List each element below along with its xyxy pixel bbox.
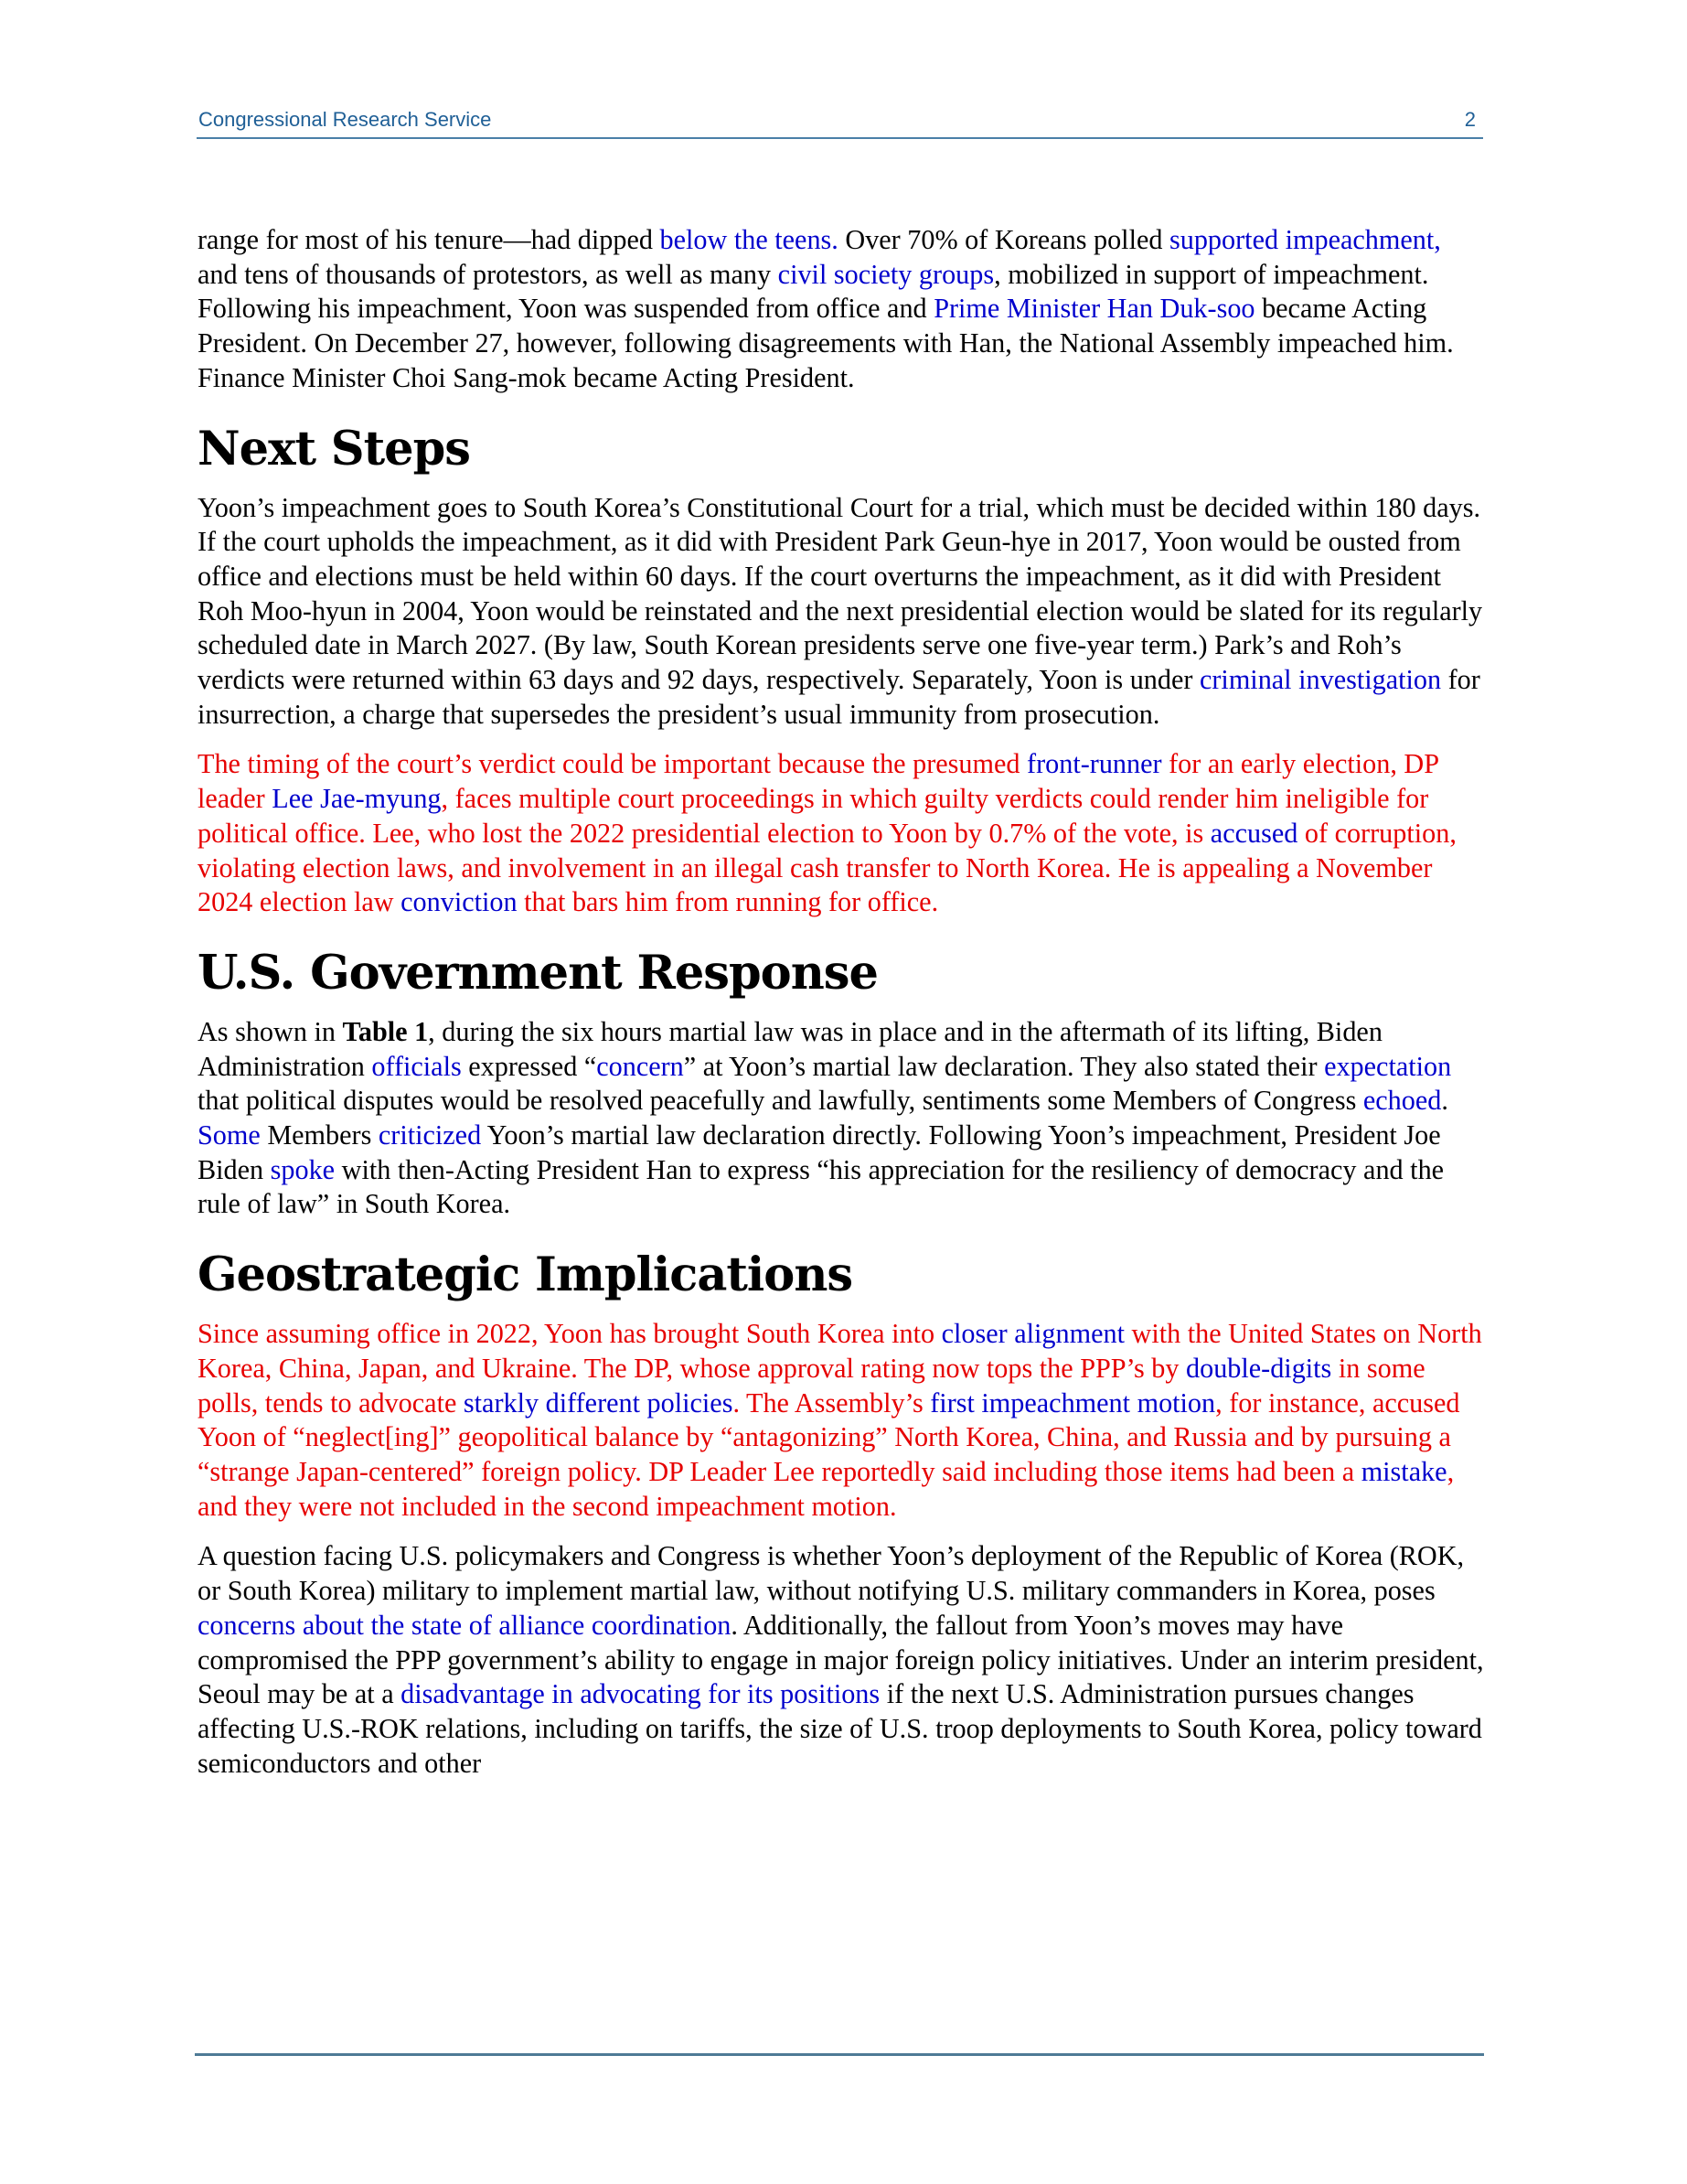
text-run: , for instance, accused Yoon of “neglect[ing]” geopolitical balance by “antagonizing” North Korea, China, and Russia and by pursuing a “strange Japan-centered” foreign policy. DP Leader Lee reportedly said including those items had been a (198, 1386, 1460, 1487)
link-double-digits[interactable]: double-digits (1186, 1352, 1332, 1384)
link-mistake[interactable]: mistake (1361, 1455, 1447, 1487)
text-run: Over 70% of Koreans polled (838, 224, 1169, 255)
text-run: became Acting President. On December 27, however, following disagreements with Han, the National Assembly impeached him. Finance Minister Choi Sang-mok became Acting President. (198, 293, 1454, 393)
link-expectation[interactable]: expectation (1324, 1050, 1452, 1082)
link-criminal-investigation[interactable]: criminal investigation (1199, 664, 1442, 696)
text-run: for an early election, DP leader (198, 748, 1438, 815)
geostrategic-paragraph-1 (198, 1317, 1487, 1524)
link-civil-society-groups[interactable]: civil society groups (777, 258, 995, 290)
link-supported-impeachment[interactable]: supported impeachment, (1169, 224, 1441, 255)
link-criticized[interactable]: criticized (378, 1119, 482, 1151)
text-run: and tens of thousands of protestors, as well as many (198, 258, 778, 290)
document-body (198, 223, 1487, 1796)
page-header (197, 106, 1483, 139)
link-officials[interactable]: officials (371, 1050, 462, 1082)
next-steps-paragraph-1 (198, 491, 1487, 733)
link-conviction[interactable]: conviction (400, 886, 518, 918)
intro-paragraph (198, 223, 1487, 396)
text-run: , faces multiple court proceedings in which guilty verdicts could render him ineligible for political office. Lee, who lost the 2022 presidential election to Yoon by 0.7% of the vote, is (198, 783, 1429, 849)
link-concern[interactable]: concern (596, 1050, 684, 1082)
link-closer-alignment[interactable]: closer alignment (941, 1318, 1125, 1350)
us-response-paragraph (198, 1015, 1487, 1222)
text-run: Since assuming office in 2022, Yoon has brought South Korea into (198, 1318, 942, 1350)
text-run: As shown in (198, 1015, 343, 1047)
text-run: for insurrection, a charge that supersedes the president’s usual immunity from prosecution. (198, 664, 1480, 730)
link-some[interactable]: Some (198, 1119, 261, 1151)
link-spoke[interactable]: spoke (270, 1153, 336, 1185)
text-run: ” at Yoon’s martial law declaration. They also stated their (683, 1050, 1325, 1082)
text-run: expressed “ (461, 1050, 597, 1082)
heading-next-steps: Next Steps (198, 421, 470, 476)
table-reference: Table 1 (342, 1015, 429, 1047)
text-run: with then-Acting President Han to express “his appreciation for the resiliency of democracy and the rule of law” in South Korea. (198, 1153, 1445, 1220)
link-below-the-teens[interactable]: below the teens. (659, 224, 838, 255)
link-front-runner[interactable]: front-runner (1027, 748, 1162, 780)
link-echoed[interactable]: echoed (1362, 1085, 1442, 1117)
text-run: that political disputes would be resolved peacefully and lawfully, sentiments some Members of Congress (198, 1085, 1363, 1117)
next-steps-paragraph-2 (198, 747, 1487, 920)
text-run: , and they were not included in the second impeachment motion. (198, 1455, 1455, 1522)
footer-divider (195, 2053, 1484, 2056)
text-run: . Additionally, the fallout from Yoon’s moves may have compromised the PPP government’s ability to engage in major foreign policy initiatives. Under an interim president, Seoul may be at a (198, 1609, 1484, 1710)
text-run: Members (260, 1119, 379, 1151)
text-run: The timing of the court’s verdict could be important because the presumed (198, 748, 1028, 780)
header-org-name: Congressional Research Service (198, 108, 492, 131)
geostrategic-paragraph-2 (198, 1539, 1487, 1781)
text-run: . The Assembly’s (732, 1386, 931, 1419)
text-run: Yoon’s martial law declaration directly. Following Yoon’s impeachment, President Joe Biden (198, 1119, 1441, 1185)
text-run: that bars him from running for office. (517, 886, 939, 918)
text-run: A question facing U.S. policymakers and Congress is whether Yoon’s deployment of the Republic of Korea (ROK, or South Korea) military to implement martial law, without notifying U.S. military commanders in Korea, poses (198, 1540, 1465, 1607)
text-run: Yoon’s impeachment goes to South Korea’s Constitutional Court for a trial, which must be decided within 180 days. If the court upholds the impeachment, as it did with President Park Geun-hye in 2017, Yoon would be ousted from office and elections must be held within 60 days. If the court overturns the impeachment, as it did with President Roh Moo-hyun in 2004, Yoon would be reinstated and the next presidential election would be slated for its regularly scheduled date in March 2027. (By law, South Korean presidents serve one five-year term.) Park’s and Roh’s verdicts were returned within 63 days and 92 days, respectively. Separately, Yoon is under (198, 491, 1483, 696)
text-run: , during the six hours martial law was in place and in the aftermath of its lifting, Biden Administration (198, 1015, 1383, 1082)
link-starkly-different-policies[interactable]: starkly different policies (463, 1386, 733, 1419)
heading-geostrategic-implications: Geostrategic Implications (198, 1247, 853, 1303)
text-run: range for most of his tenure—had dipped (198, 224, 660, 255)
heading-us-government-response: U.S. Government Response (198, 945, 878, 1001)
link-alliance-coordination[interactable]: concerns about the state of alliance coordination (198, 1609, 731, 1641)
link-prime-minister-han[interactable]: Prime Minister Han Duk-soo (934, 293, 1255, 325)
text-run: . (1441, 1085, 1448, 1117)
text-run: of corruption, violating election laws, and involvement in an illegal cash transfer to North Korea. He is appealing a November 2024 election law (198, 817, 1457, 918)
text-run: in some polls, tends to advocate (198, 1352, 1425, 1419)
link-accused[interactable]: accused (1210, 817, 1298, 849)
text-run: with the United States on North Korea, China, Japan, and Ukraine. The DP, whose approval rating now tops the PPP’s by (198, 1318, 1482, 1384)
text-run: , mobilized in support of impeachment. Following his impeachment, Yoon was suspended from office and (198, 258, 1429, 325)
link-disadvantage-advocating[interactable]: disadvantage in advocating for its positions (400, 1678, 881, 1710)
text-run: if the next U.S. Administration pursues changes affecting U.S.-ROK relations, including on tariffs, the size of U.S. troop deployments to South Korea, policy toward semiconductors and other (198, 1678, 1482, 1779)
link-first-impeachment-motion[interactable]: first impeachment motion (930, 1386, 1216, 1419)
page-number: 2 (1464, 108, 1476, 131)
link-lee-jae-myung[interactable]: Lee Jae-myung (272, 783, 442, 815)
